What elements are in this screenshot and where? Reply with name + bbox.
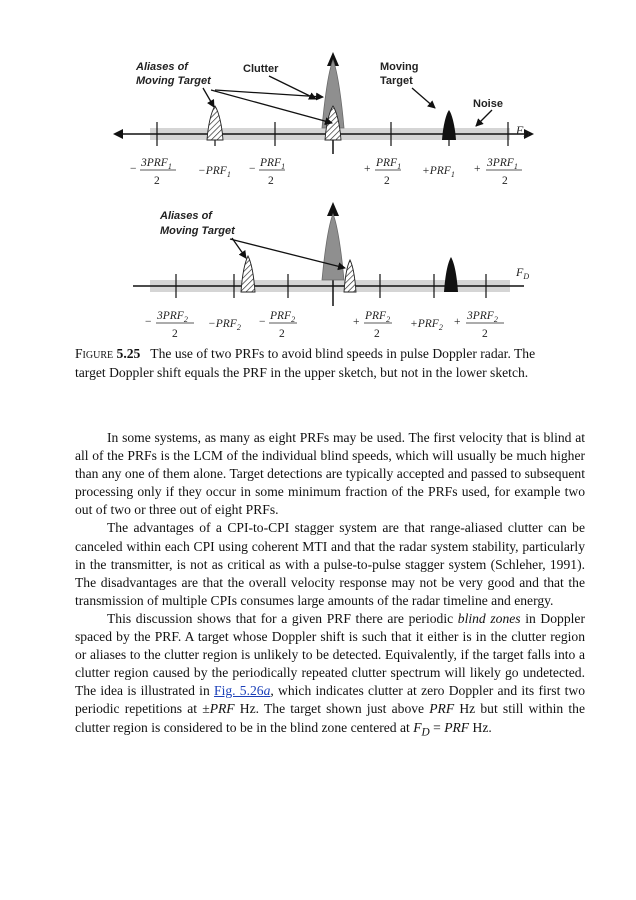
tick-label-den: 2	[172, 328, 178, 340]
top-clutter-label: Clutter	[243, 63, 279, 75]
figure-caption	[75, 344, 557, 382]
bottom-aliases-label-2: Moving Target	[160, 225, 235, 237]
tick-label-den: 2	[384, 175, 390, 187]
tick-label-den: 2	[154, 175, 160, 187]
tick-label-sign: +	[353, 316, 360, 328]
tick-label-text: $-PRF_1$	[198, 165, 231, 179]
bottom-target-alias-center	[344, 260, 356, 292]
top-pointer-noise	[476, 110, 492, 126]
bottom-axis-label: $F_D$	[516, 265, 530, 281]
figure-5-25	[0, 0, 636, 345]
tick-label-sign: +	[454, 316, 461, 328]
bottom-tick-labels	[145, 310, 504, 340]
top-axis-left-arrow	[113, 129, 123, 139]
tick-label-den: 2	[502, 175, 508, 187]
tick-label-num: $3PRF_2$	[467, 310, 498, 324]
bottom-moving-target	[444, 257, 458, 292]
fig-5-26a-link[interactable]: Fig. 5.26a	[214, 683, 271, 699]
top-moving-target-label-2: Target	[380, 75, 413, 87]
bottom-target-alias-left	[241, 256, 255, 292]
tick-label-num: $PRF_2$	[270, 310, 296, 324]
top-target-alias-left	[207, 106, 223, 140]
top-pointer-alias-center	[211, 90, 332, 123]
top-axis-label: $F_D$	[516, 123, 530, 139]
top-tick-labels	[130, 157, 522, 187]
top-aliases-label-2: Moving Target	[136, 75, 211, 87]
paragraph-2: The advantages of a CPI-to-CPI stagger system are that range-aliased clutter can be canceled within each CPI using coherent MTI and that the radar system stability, particularly in the transmitter, is not as critical as with a pulse-to-pulse stagger system (Schleher, 1991). The disadvantages are that the overall velocity response may not be very good and that the transmission of multiple CPIs consumes large amounts of the radar timeline and energy.	[75, 520, 585, 608]
top-aliases-label-1: Aliases of	[136, 61, 188, 73]
tick-label-num: $PRF_2$	[365, 310, 391, 324]
top-sketch	[113, 52, 534, 187]
tick-label-text: $+PRF_1$	[422, 165, 455, 179]
paragraph-3: This discussion shows that for a given PRF there are periodic blind zones in Doppler spaced by the PRF. A target whose Doppler shift is such that it either is in the clutter region or aliases to the clutter region is unlikely to be detected. Equivalently, if the target falls into a clutter region caused by the periodically repeated clutter spectrum will likely go undetected. The idea is illustrated in Fig. 5.26a, which indicates clutter at zero Doppler and its first two periodic repetitions at ±PRF Hz. The target shown just above PRF Hz but still within the clutter region is considered to be in the blind zone centered at $F_D$ = PRF Hz.	[75, 610, 585, 739]
tick-label-num: $3PRF_1$	[141, 157, 172, 171]
tick-label-text: $+PRF_2$	[410, 318, 443, 332]
tick-label-sign: −	[145, 316, 152, 328]
tick-label-den: 2	[279, 328, 285, 340]
tick-label-sign: +	[364, 163, 371, 175]
tick-label-sign: +	[474, 163, 481, 175]
blind-zones-term: blind zones	[457, 610, 521, 626]
body-text	[75, 429, 585, 741]
tick-label-num: $3PRF_1$	[487, 157, 518, 171]
paragraph-1: In some systems, as many as eight PRFs may be used. The first velocity that is blind at all of the PRFs is the LCM of the individual blind speeds, which will usually be much higher than any one of them alone. Target detections are typically accepted and passed to subsequent processing only if they occur in some minimum fraction of the PRFs used, for example two out of two or three out of eight PRFs.	[75, 430, 585, 518]
top-noise-label: Noise	[473, 98, 503, 110]
caption-text: The use of two PRFs to avoid blind speeds in pulse Doppler radar. The target Doppler shift equals the PRF in the upper sketch, but not in the lower sketch.	[75, 346, 536, 380]
tick-label-sign: −	[259, 316, 266, 328]
tick-label-num: $3PRF_2$	[157, 310, 188, 324]
tick-label-text: $-PRF_2$	[208, 318, 241, 332]
bottom-clutter-peak	[322, 214, 344, 280]
tick-label-den: 2	[374, 328, 380, 340]
tick-label-num: $PRF_1$	[376, 157, 402, 171]
figure-label: Figure 5.25	[75, 346, 141, 361]
top-moving-target	[442, 110, 456, 140]
tick-label-num: $PRF_1$	[260, 157, 286, 171]
tick-label-den: 2	[268, 175, 274, 187]
tick-label-den: 2	[482, 328, 488, 340]
bottom-aliases-label-1: Aliases of	[160, 210, 212, 222]
top-moving-target-label-1: Moving	[380, 61, 419, 73]
tick-label-sign: −	[249, 163, 256, 175]
bottom-sketch	[133, 202, 529, 340]
top-pointer-moving-target	[412, 88, 435, 108]
tick-label-sign: −	[130, 163, 137, 175]
